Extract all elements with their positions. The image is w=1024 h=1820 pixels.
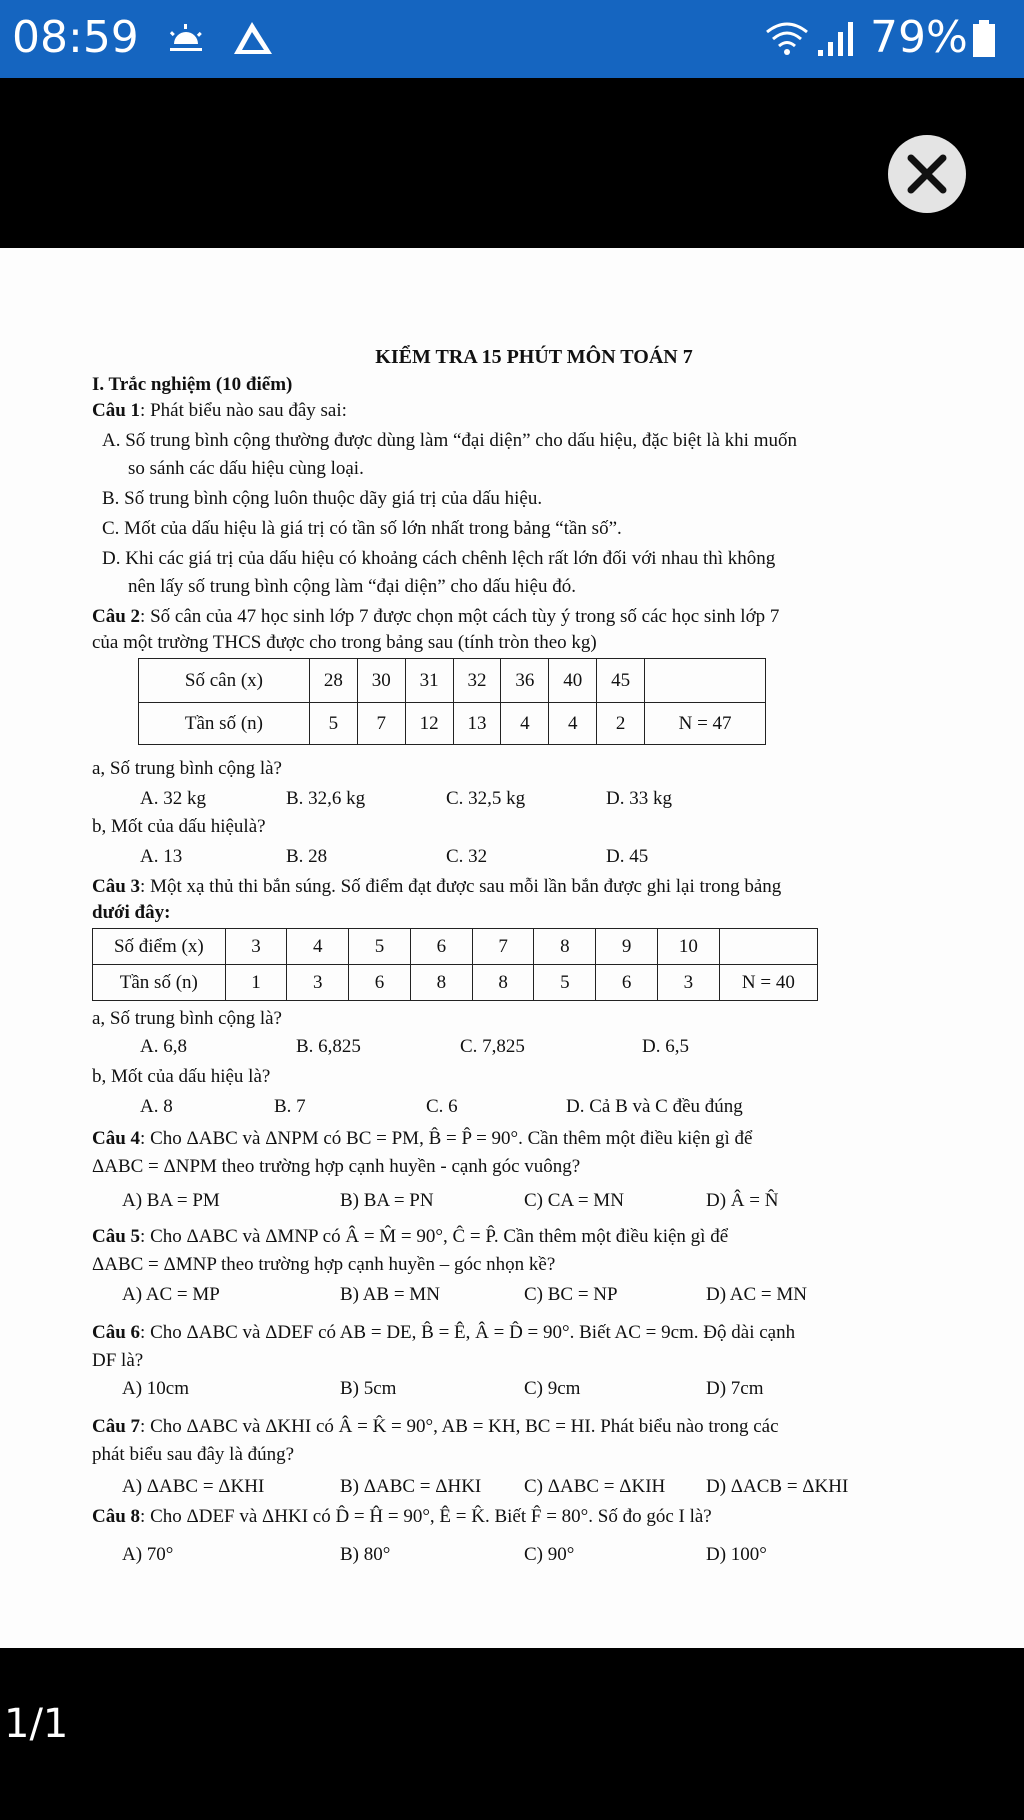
q3a-prompt: a, Số trung bình cộng là? <box>92 1008 282 1029</box>
q6-option-a: A) 10cm <box>122 1378 190 1399</box>
table-cell: 4 <box>287 929 349 965</box>
table-header-cell: Tần số (n) <box>139 703 310 745</box>
table-row <box>93 929 818 965</box>
table-header-cell: Số cân (x) <box>139 659 310 703</box>
table-cell: 45 <box>597 659 645 703</box>
q1-option-c: C. Mốt của dấu hiệu là giá trị có tần số lớn nhất trong bảng “tần số”. <box>102 518 622 539</box>
table-cell: 7 <box>472 929 534 965</box>
q3b-option-a: A. 8 <box>140 1096 173 1117</box>
question-2-stem-cont: của một trường THCS được cho trong bảng sau (tính tròn theo kg) <box>92 632 597 653</box>
question-label: Câu 4 <box>92 1128 141 1149</box>
question-1-stem <box>92 398 347 424</box>
table-cell: 8 <box>472 965 534 1001</box>
question-6-stem <box>92 1320 795 1346</box>
question-label: Câu 5 <box>92 1226 141 1247</box>
table-cell: 1 <box>225 965 287 1001</box>
q6-option-c: C) 9cm <box>524 1378 581 1399</box>
q8-option-a: A) 70° <box>122 1544 174 1565</box>
table-cell: 10 <box>658 929 720 965</box>
question-5-stem-cont: ΔABC = ΔMNP theo trường hợp cạnh huyền – góc nhọn kề? <box>92 1254 556 1275</box>
q7-option-d: D) ΔACB = ΔKHI <box>706 1476 849 1497</box>
question-label: Câu 8 <box>92 1506 141 1527</box>
question-text: : Cho ΔABC và ΔDEF có AB = DE, B̂ = Ê, Â = D̂ = 90°. Biết AC = 9cm. Độ dài cạnh <box>140 1322 796 1343</box>
page-counter: 1/1 <box>4 1701 69 1747</box>
q7-option-a: A) ΔABC = ΔKHI <box>122 1476 265 1497</box>
table-cell: 28 <box>309 659 357 703</box>
table-cell: 32 <box>453 659 501 703</box>
signal-icon <box>818 20 856 58</box>
q5-option-b: B) AB = MN <box>340 1284 440 1305</box>
question-7-stem-cont: phát biểu sau đây là đúng? <box>92 1444 295 1465</box>
question-3-stem <box>92 874 781 900</box>
table-row <box>93 965 818 1001</box>
question-text: : Phát biểu nào sau đây sai: <box>140 400 347 421</box>
question-2-stem <box>92 604 779 630</box>
question-text: : Một xạ thủ thi bắn súng. Số điểm đạt được sau mỗi lần bắn được ghi lại trong bảng <box>140 876 782 897</box>
page-title: KIỂM TRA 15 PHÚT MÔN TOÁN 7 <box>375 346 693 368</box>
q2a-option-d: D. 33 kg <box>606 788 672 809</box>
q5-option-d: D) AC = MN <box>706 1284 807 1305</box>
question-8-stem <box>92 1504 712 1530</box>
q2b-option-d: D. 45 <box>606 846 649 867</box>
viewer-toolbar <box>0 78 1024 248</box>
question-4-stem-cont: ΔABC = ΔNPM theo trường hợp cạnh huyền - cạnh góc vuông? <box>92 1156 581 1177</box>
question-4-stem <box>92 1126 752 1152</box>
question-label: Câu 2 <box>92 606 141 627</box>
q6-option-b: B) 5cm <box>340 1378 397 1399</box>
q3a-option-d: D. 6,5 <box>642 1036 689 1057</box>
table-cell: 40 <box>549 659 597 703</box>
battery-icon <box>972 20 996 58</box>
question-label: Câu 6 <box>92 1322 141 1343</box>
q4-option-a: A) BA = PM <box>122 1190 220 1211</box>
document-page <box>0 248 1024 1648</box>
table-cell: 6 <box>596 965 658 1001</box>
question-label: Câu 7 <box>92 1416 141 1437</box>
table-cell: 3 <box>658 965 720 1001</box>
q1-option-a: A. Số trung bình cộng thường được dùng làm “đại diện” cho dấu hiệu, đặc biệt là khi muốn <box>102 430 797 451</box>
table-cell: N = 47 <box>645 703 766 745</box>
status-time: 08:59 <box>12 12 139 63</box>
table-header-cell: Số điểm (x) <box>93 929 226 965</box>
question-text: : Cho ΔABC và ΔMNP có Â = M̂ = 90°, Ĉ = P̂. Cần thêm một điều kiện gì để <box>140 1226 729 1247</box>
table-row <box>139 659 766 703</box>
q2b-option-a: A. 13 <box>140 846 183 867</box>
table-cell <box>645 659 766 703</box>
close-icon <box>905 152 949 196</box>
table-cell: 5 <box>309 703 357 745</box>
table-cell: 9 <box>596 929 658 965</box>
q1-option-a-cont: so sánh các dấu hiệu cùng loại. <box>128 458 364 479</box>
weather-icon <box>168 24 204 54</box>
status-bar <box>0 0 1024 78</box>
q2b-prompt: b, Mốt của dấu hiệulà? <box>92 816 266 837</box>
table-cell: 5 <box>534 965 596 1001</box>
q2b-option-c: C. 32 <box>446 846 488 867</box>
q1-option-d: D. Khi các giá trị của dấu hiệu có khoảng cách chênh lệch rất lớn đối với nhau thì không <box>102 548 776 569</box>
q6-option-d: D) 7cm <box>706 1378 764 1399</box>
question-text: : Cho ΔABC và ΔKHI có Â = K̂ = 90°, AB = KH, BC = HI. Phát biểu nào trong các <box>140 1416 779 1437</box>
question-text: : Số cân của 47 học sinh lớp 7 được chọn một cách tùy ý trong số các học sinh lớp 7 <box>140 606 780 627</box>
question-text: : Cho ΔABC và ΔNPM có BC = PM, B̂ = P̂ = 90°. Cần thêm một điều kiện gì để <box>140 1128 753 1149</box>
question-7-stem <box>92 1414 779 1440</box>
section-heading: I. Trắc nghiệm (10 điểm) <box>92 374 293 395</box>
table-cell: 3 <box>225 929 287 965</box>
table-cell: 7 <box>357 703 405 745</box>
q3b-prompt: b, Mốt của dấu hiệu là? <box>92 1066 271 1087</box>
table-cell: N = 40 <box>719 965 817 1001</box>
question-3-stem-cont: dưới đây: <box>92 902 171 923</box>
question-label: Câu 1 <box>92 400 141 421</box>
q2b-option-b: B. 28 <box>286 846 328 867</box>
table-cell: 6 <box>349 965 411 1001</box>
close-button[interactable] <box>888 135 966 213</box>
q3a-option-a: A. 6,8 <box>140 1036 187 1057</box>
q4-option-c: C) CA = MN <box>524 1190 624 1211</box>
question-6-stem-cont: DF là? <box>92 1350 144 1371</box>
table-cell: 3 <box>287 965 349 1001</box>
score-frequency-table <box>92 928 818 1001</box>
q1-option-d-cont: nên lấy số trung bình cộng làm “đại diện” cho dấu hiệu đó. <box>128 576 576 597</box>
table-cell: 6 <box>410 929 472 965</box>
q2a-prompt: a, Số trung bình cộng là? <box>92 758 282 779</box>
q4-option-b: B) BA = PN <box>340 1190 434 1211</box>
q4-option-d: D) Â = N̂ <box>706 1190 779 1211</box>
q8-option-d: D) 100° <box>706 1544 767 1565</box>
question-text: : Cho ΔDEF và ΔHKI có D̂ = Ĥ = 90°, Ê = K̂. Biết F̂ = 80°. Số đo góc I là? <box>140 1506 712 1527</box>
q8-option-c: C) 90° <box>524 1544 575 1565</box>
table-cell: 31 <box>405 659 453 703</box>
q3b-option-d: D. Cả B và C đều đúng <box>566 1096 743 1117</box>
q3a-option-b: B. 6,825 <box>296 1036 361 1057</box>
table-cell: 8 <box>534 929 596 965</box>
table-cell: 2 <box>597 703 645 745</box>
q7-option-c: C) ΔABC = ΔKIH <box>524 1476 666 1497</box>
q7-option-b: B) ΔABC = ΔHKI <box>340 1476 482 1497</box>
q8-option-b: B) 80° <box>340 1544 391 1565</box>
table-cell <box>719 929 817 965</box>
q2a-option-b: B. 32,6 kg <box>286 788 366 809</box>
battery-percent: 79% <box>870 12 968 63</box>
q1-option-b: B. Số trung bình cộng luôn thuộc dãy giá trị của dấu hiệu. <box>102 488 543 509</box>
table-cell: 4 <box>501 703 549 745</box>
table-cell: 8 <box>410 965 472 1001</box>
table-header-cell: Tần số (n) <box>93 965 226 1001</box>
table-cell: 13 <box>453 703 501 745</box>
weight-frequency-table <box>138 658 766 745</box>
navigation-icon <box>232 20 274 58</box>
question-label: Câu 3 <box>92 876 141 897</box>
q2a-option-c: C. 32,5 kg <box>446 788 526 809</box>
table-cell: 30 <box>357 659 405 703</box>
q3b-option-b: B. 7 <box>274 1096 306 1117</box>
q3a-option-c: C. 7,825 <box>460 1036 525 1057</box>
q5-option-a: A) AC = MP <box>122 1284 220 1305</box>
question-5-stem <box>92 1224 728 1250</box>
q2a-option-a: A. 32 kg <box>140 788 206 809</box>
q5-option-c: C) BC = NP <box>524 1284 618 1305</box>
table-cell: 5 <box>349 929 411 965</box>
table-row <box>139 703 766 745</box>
table-cell: 4 <box>549 703 597 745</box>
wifi-icon <box>764 20 810 58</box>
table-cell: 12 <box>405 703 453 745</box>
table-cell: 36 <box>501 659 549 703</box>
q3b-option-c: C. 6 <box>426 1096 458 1117</box>
